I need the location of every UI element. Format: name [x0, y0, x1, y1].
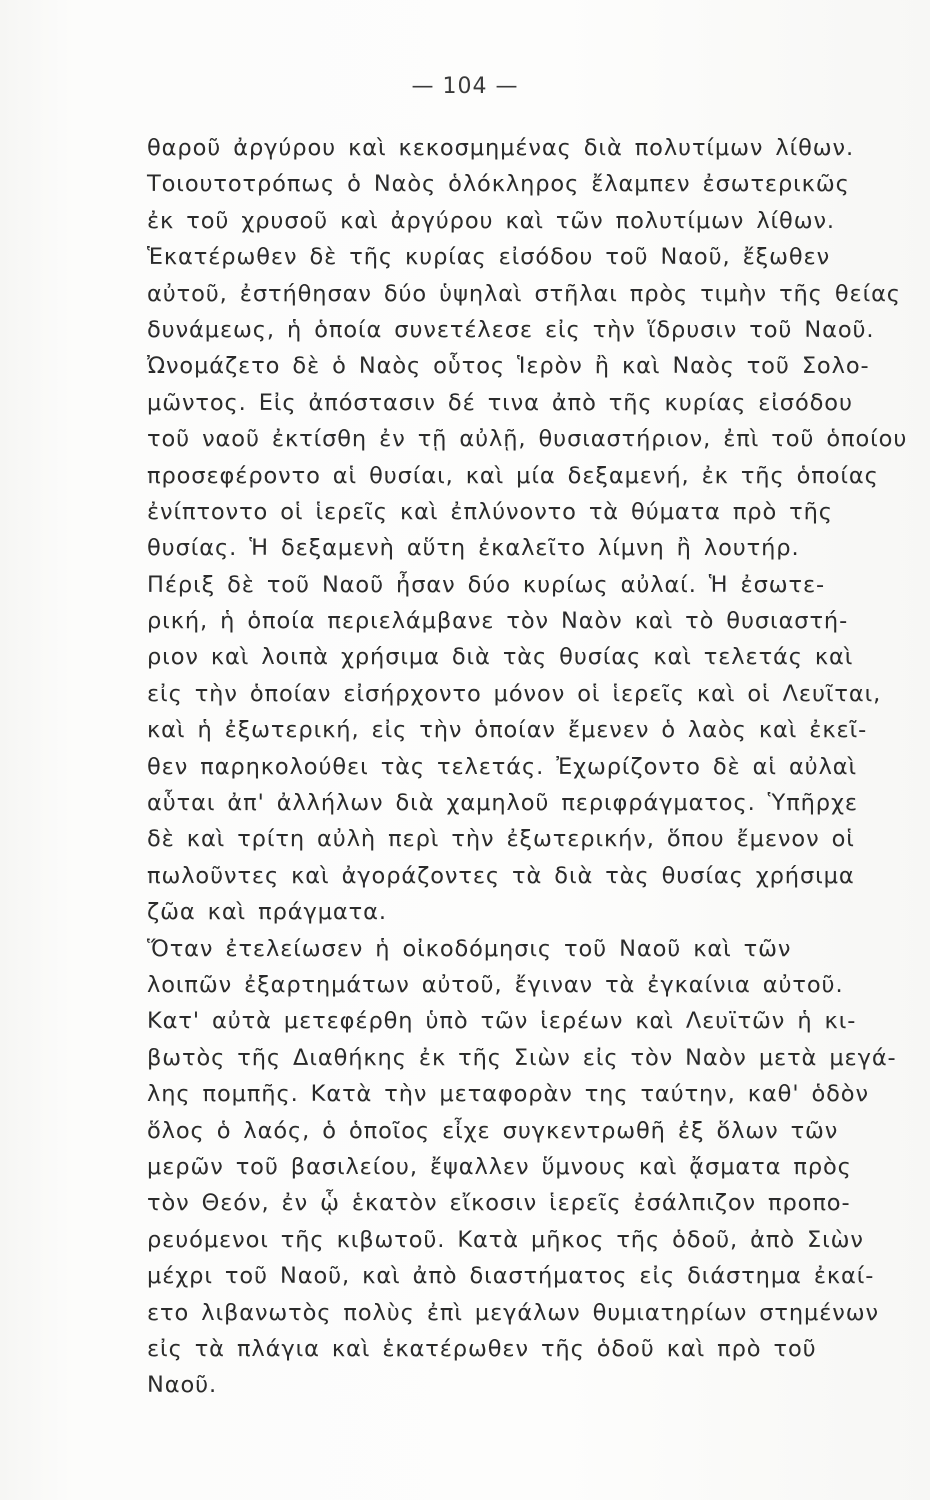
text-line: τοῦ ναοῦ ἐκτίσθη ἐν τῇ αὐλῇ, θυσιαστήριον, ἐπὶ τοῦ ὁποίου — [147, 426, 908, 453]
text-line: βωτὸς τῆς Διαθήκης ἐκ τῆς Σιὼν εἰς τὸν Ναὸν μετὰ μεγά- — [147, 1044, 897, 1071]
text-line: ετο λιβανωτὸς πολὺς ἐπὶ μεγάλων θυμιατηρίων στημένων — [147, 1299, 879, 1326]
text-line: θεν παρηκολούθει τὰς τελετάς. Ἐχωρίζοντο δὲ αἱ αὐλαὶ — [147, 753, 858, 780]
page-number: — 104 — — [411, 74, 519, 99]
text-line: εἰς τὴν ὁποίαν εἰσήρχοντο μόνον οἱ ἱερεῖς καὶ οἱ Λευῖται, — [147, 680, 882, 707]
text-line: ριον καὶ λοιπὰ χρήσιμα διὰ τὰς θυσίας καὶ τελετάς καὶ — [147, 644, 854, 671]
text-line: ὅλος ὁ λαός, ὁ ὁποῖος εἶχε συγκεντρωθῆ ἐξ ὅλων τῶν — [147, 1117, 839, 1144]
text-line: Ναοῦ. — [147, 1372, 218, 1399]
text-line: δὲ καὶ τρίτη αὐλὴ περὶ τὴν ἐξωτερικήν, ὅπου ἔμενον οἱ — [147, 826, 855, 853]
text-line: ἐκ τοῦ χρυσοῦ καὶ ἀργύρου καὶ τῶν πολυτίμων λίθων. — [147, 207, 835, 234]
text-line: θυσίας. Ἡ δεξαμενὴ αὕτη ἐκαλεῖτο λίμνη ἢ λουτήρ. — [147, 535, 800, 562]
text-line: αὐτοῦ, ἐστήθησαν δύο ὑψηλαὶ στῆλαι πρὸς τιμὴν τῆς θείας — [147, 280, 901, 307]
text-line: Ὠνομάζετο δὲ ὁ Ναὸς οὗτος Ἱερὸν ἢ καὶ Ναὸς τοῦ Σολο- — [147, 353, 870, 380]
text-line: καὶ ἡ ἐξωτερική, εἰς τὴν ὁποίαν ἔμενεν ὁ λαὸς καὶ ἐκεῖ- — [147, 717, 868, 744]
text-line: ρευόμενοι τῆς κιβωτοῦ. Κατὰ μῆκος τῆς ὁδοῦ, ἀπὸ Σιὼν — [147, 1226, 864, 1253]
text-line: Ὅταν ἐτελείωσεν ἡ οἰκοδόμησις τοῦ Ναοῦ καὶ τῶν — [147, 935, 792, 962]
text-line: ἐνίπτοντο οἱ ἱερεῖς καὶ ἐπλύνοντο τὰ θύματα πρὸ τῆς — [147, 498, 833, 525]
body-text — [147, 130, 907, 1404]
text-line: πωλοῦντες καὶ ἀγοράζοντες τὰ διὰ τὰς θυσίας χρήσιμα — [147, 862, 855, 889]
text-line: λης πομπῆς. Κατὰ τὴν μεταφορὰν της ταύτην, καθ' ὁδὸν — [147, 1081, 869, 1108]
text-line: Πέριξ δὲ τοῦ Ναοῦ ἦσαν δύο κυρίως αὐλαί. Ἡ ἐσωτε- — [147, 571, 826, 598]
text-line: μῶντος. Εἰς ἀπόστασιν δέ τινα ἀπὸ τῆς κυρίας εἰσόδου — [147, 389, 853, 416]
text-line: δυνάμεως, ἡ ὁποία συνετέλεσε εἰς τὴν ἵδρυσιν τοῦ Ναοῦ. — [147, 316, 875, 343]
text-line: εἰς τὰ πλάγια καὶ ἑκατέρωθεν τῆς ὁδοῦ καὶ πρὸ τοῦ — [147, 1335, 817, 1362]
text-line: ρική, ἡ ὁποία περιελάμβανε τὸν Ναὸν καὶ τὸ θυσιαστή- — [147, 608, 849, 635]
text-line: ζῶα καὶ πράγματα. — [147, 899, 387, 926]
text-line: τὸν Θεόν, ἐν ᾧ ἑκατὸν εἴκοσιν ἱερεῖς ἐσάλπιζον προπο- — [147, 1190, 851, 1217]
text-line: Κατ' αὐτὰ μετεφέρθη ὑπὸ τῶν ἱερέων καὶ Λευϊτῶν ἡ κι- — [147, 1008, 857, 1035]
text-line: Ἑκατέρωθεν δὲ τῆς κυρίας εἰσόδου τοῦ Ναοῦ, ἔξωθεν — [147, 244, 831, 271]
text-line: αὗται ἀπ' ἀλλήλων διὰ χαμηλοῦ περιφράγματος. Ὑπῆρχε — [147, 790, 858, 817]
text-line: μερῶν τοῦ βασιλείου, ἔψαλλεν ὕμνους καὶ ᾄσματα πρὸς — [147, 1153, 852, 1180]
text-line: λοιπῶν ἐξαρτημάτων αὐτοῦ, ἔγιναν τὰ ἐγκαίνια αὐτοῦ. — [147, 971, 844, 998]
text-line: θαροῦ ἀργύρου καὶ κεκοσμημένας διὰ πολυτίμων λίθων. — [147, 135, 855, 161]
text-line: Τοιουτοτρόπως ὁ Ναὸς ὁλόκληρος ἔλαμπεν ἐσωτερικῶς — [147, 171, 850, 198]
text-line: προσεφέροντο αἱ θυσίαι, καὶ μία δεξαμενή, ἐκ τῆς ὁποίας — [147, 462, 879, 489]
text-line: μέχρι τοῦ Ναοῦ, καὶ ἀπὸ διαστήματος εἰς διάστημα ἐκαί- — [147, 1263, 875, 1290]
